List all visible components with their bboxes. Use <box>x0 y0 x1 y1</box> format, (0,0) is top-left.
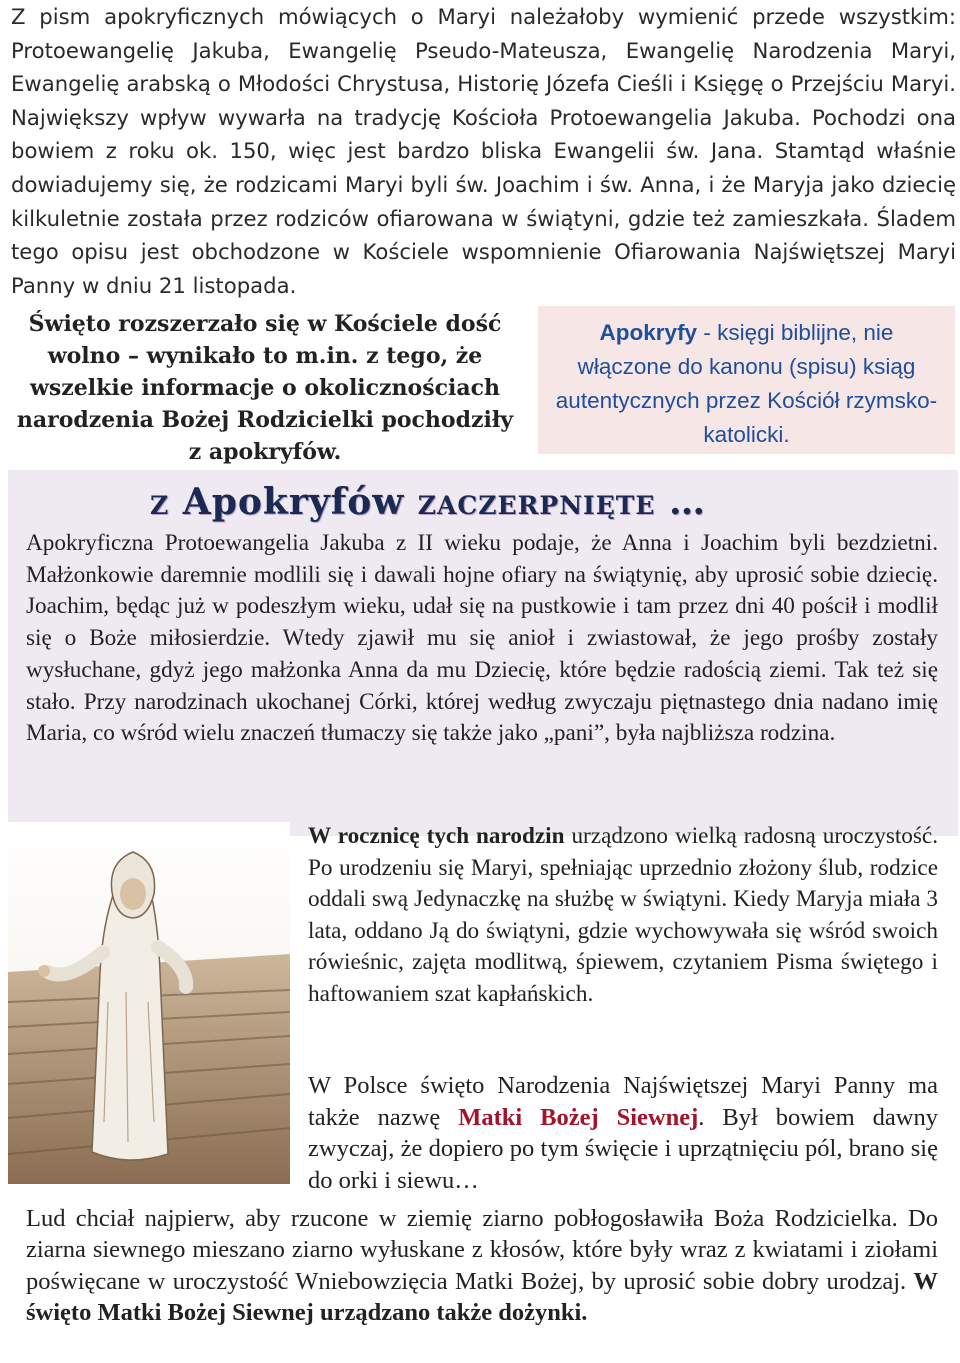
feast-note: Święto rozszerzało się w Kościele dość wolno – wynikało to m.in. z tego, że wszelkie informacje o okolicznościach narodzenia Bożej Rodzicielki pochodziły z apokryfów. <box>16 311 514 465</box>
poland-feast-name: Matki Bożej Siewnej <box>458 1103 699 1131</box>
apocrypha-paragraph: Apokryficzna Protoewangelia Jakuba z II wieku podaje, że Anna i Joachim byli bezdzietni. Małżonkowie daremnie modlili się i dawali hojne ofiary na świątynię, aby uprosić sobie dziecię. Joachim, będąc już w podeszłym wieku, udał się na pustkowie i tam przez dni 40 pościł i modlił się o Boże miłosierdzie. Wtedy zjawił mu się anioł i zwiastował, że jego prośby zostały wysłuchane, gdyż jego małżonka Anna da mu Dziecię, które będzie radością ziemi. Tak też się stało. Przy narodzinach ukochanej Córki, której według zwyczaju piętnastego dnia nadano imię Maria, co wśród wielu znaczeń tłumaczy się także jako „pani”, była najbliższa rodzina. <box>26 530 938 747</box>
heading-prefix: z <box>150 481 183 523</box>
heading-main: Apokryfów <box>182 481 405 523</box>
mary-sowing-image <box>8 822 290 1184</box>
poland-paragraph <box>308 1070 938 1196</box>
poland-text-after: . Był bowiem dawny zwyczaj, że dopiero po tym święcie i uprzątnięciu pól, brano się do orki i siewu… <box>308 1103 939 1194</box>
anniversary-lead: W rocznicę tych narodzin <box>308 823 565 849</box>
apokryfy-definition-box <box>538 306 955 454</box>
mary-field-illustration <box>8 822 290 1184</box>
harvest-conclusion: W święto Matki Bożej Siewnej urządzano także dożynki. <box>26 1267 938 1327</box>
anniversary-paragraph <box>308 821 938 1010</box>
section-heading <box>150 478 850 526</box>
harvest-paragraph <box>26 1203 938 1329</box>
poland-text-before: W Polsce święto Narodzenia Najświętszej Maryi Panny ma także nazwę <box>308 1072 938 1131</box>
intro-paragraph: Z pism apokryficznych mówiących o Maryi należałoby wymienić przede wszystkim: Protoewangelię Jakuba, Ewangelię Pseudo-Mateusza, Ewangelię Narodzenia Maryi, Ewangelię arabską o Młodości Chrystusa, Historię Józefa Cieśli i Księgę o Przejściu Maryi. Największy wpływ wywarła na tradycję Kościoła Protoewangelia Jakuba. Pochodzi ona bowiem z roku ok. 150, więc jest bardzo bliska Ewangelii św. Jana. Stamtąd właśnie dowiadujemy się, że rodzicami Maryi byli św. Joachim i św. Anna, i że Maryja jako dziecię kilkuletnie została przez rodziców ofiarowana w świątyni, gdzie też zamieszkała. Śladem tego opisu jest obchodzone w Kościele wspomnienie Ofiarowania Najświętszej Maryi Panny w dniu 21 listopada. <box>11 4 956 298</box>
heading-suffix: zaczerpnięte … <box>404 481 706 523</box>
apokryfy-definition: - księgi biblijne, nie włączone do kanonu (spisu) ksiąg autentycznych przez Kościół rzymsko-katolicki. <box>555 320 938 447</box>
anniversary-text: urządzono wielką radosną uroczystość. Po urodzeniu się Maryi, spełniając uprzednio złożony ślub, rodzice oddali swą Jedynaczkę na służbę w świątyni. Kiedy Maryja miała 3 lata, oddano Ją do świątyni, gdzie wychowywała się wśród swoich rówieśnic, zajęta modlitwą, śpiewem, czytaniem Pisma świętego i haftowaniem szat kapłańskich. <box>308 823 938 1007</box>
apokryfy-term: Apokryfy <box>599 320 698 345</box>
harvest-text: Lud chciał najpierw, aby rzucone w ziemię ziarno pobłogosławiła Boża Rodzicielka. Do ziarna siewnego mieszano ziarno wyłuskane z kłosów, które były wraz z kwiatami i ziołami poświęcane w uroczystość Wniebowzięcia Matki Bożej, by uprosić sobie dobry urodzaj. <box>26 1205 938 1295</box>
